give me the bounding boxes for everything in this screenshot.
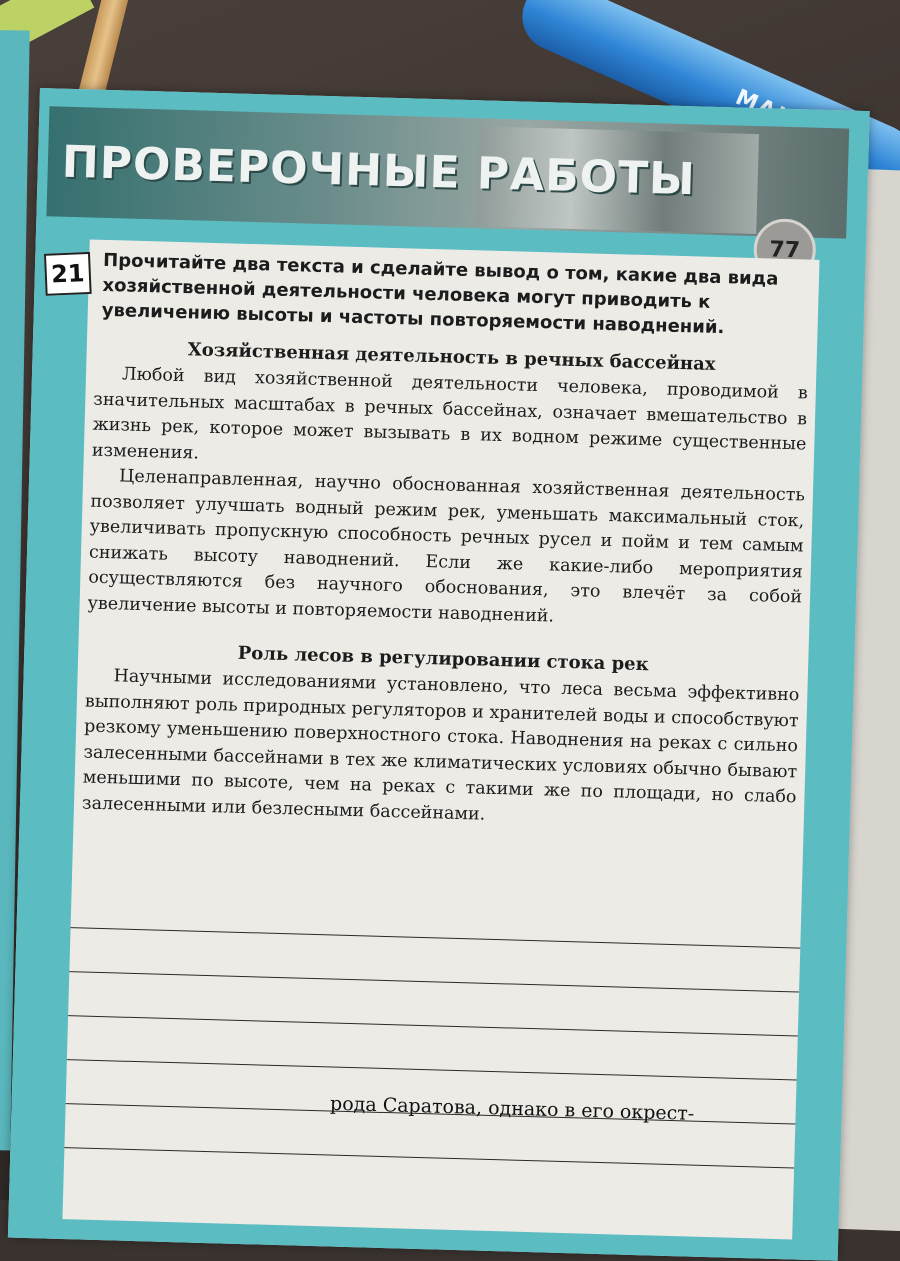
page-content bbox=[50, 239, 819, 1239]
task-number-box: 21 bbox=[44, 252, 92, 296]
answer-line[interactable] bbox=[67, 1059, 797, 1080]
text1-title: Хозяйственная деятельность в речных бассейнах bbox=[187, 339, 716, 375]
answer-line[interactable] bbox=[64, 1147, 794, 1168]
task-instruction: Прочитайте два текста и сделайте вывод о том, какие два вида хозяйственной деятельности человека могут приводить к увеличению высоты и частоты повторяемости наводнений. bbox=[101, 249, 779, 339]
text1-paragraph: Любой вид хозяйственной деятельности человека, проводимой в значительных масштабах в речных бассейнах, означает вмешательство в жизнь рек, которое может вызывать в их водном режиме существенные изменения. bbox=[91, 364, 809, 464]
next-page-partial-text: рода Саратова, однако в его окрест- bbox=[329, 1092, 695, 1125]
text2-paragraph: Научными исследованиями установлено, что леса весьма эффективно выполняют роль природных регуляторов и хранителей воды и способствуют резкому уменьшению поверхностного стока. Наводнения на реках с сильно залесенными бассейнами в тех же климатических условиях обычно бывают меньшими по высоте, чем на реках с такими же по площади, но слабо залесенными или безлесными бассейнами. bbox=[81, 666, 800, 825]
text2-title: Роль лесов в регулировании стока рек bbox=[237, 642, 649, 676]
answer-line[interactable] bbox=[68, 1015, 798, 1036]
page-number-badge: 77 bbox=[753, 218, 817, 282]
text1-paragraph: Целенаправленная, научно обоснованная хозяйственная деятельность позволяет улучшать водный режим рек, уменьшать максимальный сток, увеличивать пропускную способность речных русел и пойм и тем самым снижать высоту наводнений. Если же какие-либо мероприятия осуществляются без научного обоснования, это влечёт за собой увеличение высоты и повторяемости наводнений. bbox=[87, 466, 806, 627]
page-title: ПРОВЕРОЧНЫЕ РАБОТЫ bbox=[61, 136, 697, 206]
answer-line[interactable] bbox=[69, 971, 799, 992]
header-banner bbox=[46, 106, 849, 238]
answer-line[interactable] bbox=[71, 927, 801, 948]
answer-lines bbox=[63, 927, 800, 1211]
book-page bbox=[8, 88, 870, 1261]
